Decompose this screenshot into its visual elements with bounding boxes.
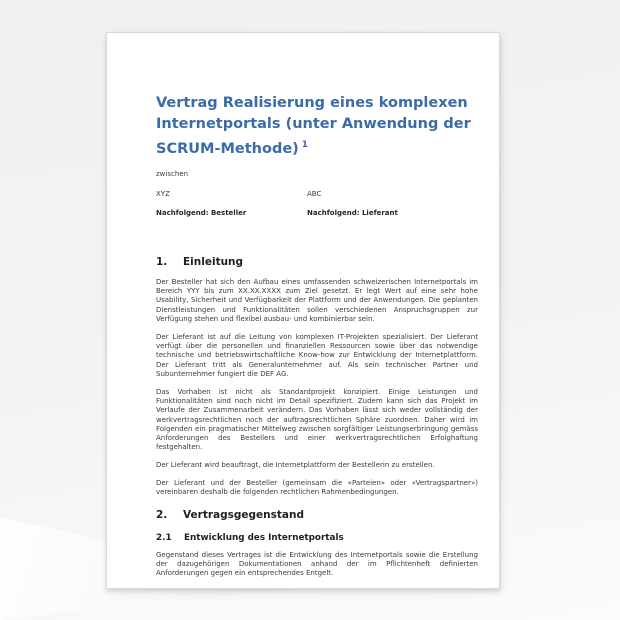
party-names-row [156,190,478,199]
between-label: zwischen [156,169,189,178]
party-besteller-name: XYZ [156,189,170,198]
document-title-text: Vertrag Realisierung eines komplexen Internetportals (unter Anwendung der SCRUM-Methode) [156,95,471,157]
section-2-number: 2. [156,508,168,521]
subsection-2-1-heading [156,533,478,544]
party-designations-row [156,209,478,218]
section-2-title: Vertragsgegenstand [183,508,304,521]
paragraph: Gegenstand dieses Vertrages ist die Entwicklung des Internetportals sowie die Erstellung der dazugehörigen Dokumentationen anhand der im Pflichtenheft definierten Anforderungen gegen ein entsprechendes Entgelt. [156,550,478,578]
section-einleitung [156,256,478,498]
section-2-heading [156,509,478,522]
paragraph: Das Vorhaben ist nicht als Standardprojekt konzipiert. Einige Leistungen und Funktionalitäten sind noch nicht im Detail spezifiziert. Zudem kann sich das Projekt im Verlaufe der Zusammenarbeit verändern. Das Vorhaben lässt sich weder vollständig der werkvertragsrechtlichen noch der auftragsrechtlichen Sphäre zuordnen. Daher wird im Folgenden ein pragmatischer Mittelweg zwischen sorgfältiger Leistungserbringung gemäss Anforderungen des Bestellers und einer werkvertragsrechtlichen Erfolghaftung festgehalten. [156,387,478,452]
party-besteller-designation: Nachfolgend: Besteller [156,209,247,218]
paragraph: Der Lieferant und der Besteller (gemeinsam die «Parteien» oder «Vertragspartner») vereinbaren deshalb die folgenden rechtlichen Rahmenbedingungen. [156,479,478,497]
contract-document-page [106,32,500,589]
party-lieferant-designation: Nachfolgend: Lieferant [307,209,398,218]
section-1-title: Einleitung [183,255,244,268]
section-1-number: 1. [156,255,168,268]
section-vertragsgegenstand [156,509,478,579]
section-1-heading [156,256,478,269]
paragraph: Der Lieferant ist auf die Leitung von komplexen IT-Projekten spezialisiert. Der Lieferant verfügt über die personellen und finanziellen Ressourcen sowie über das notwendige technische und betriebswirtschaftliche Know-how zur Entwicklung der Internetplattform. Der Lieferant tritt als Generalunternehmer auf. Als sein technischer Partner und Subunternehmer fungiert die DEF AG. [156,332,478,378]
paragraph: Der Besteller hat sich den Aufbau eines umfassenden schweizerischen Internetportals im Bereich YYY bis zum XX.XX.XXXX zum Ziel gesetzt. Er legt Wert auf eine sehr hohe Usability, Sicherheit und Verfügbarkeit der Plattform und der Anwendungen. Die geplanten Dienstleistungen und Funktionalitäten sollen verschiedenen Anspruchsgruppen zur Verfügung stehen und flexibel ausbau- und kombinierbar sein. [156,277,478,323]
subsection-2-1-title: Entwicklung des Internetportals [184,532,344,543]
paragraph: Der Lieferant wird beauftragt, die Internetplattform der Bestellerin zu erstellen. [156,461,435,470]
subsection-2-1-number: 2.1 [156,532,172,543]
document-title [156,93,478,160]
footnote-reference: 1 [301,140,309,150]
party-lieferant-name: ABC [307,189,322,198]
